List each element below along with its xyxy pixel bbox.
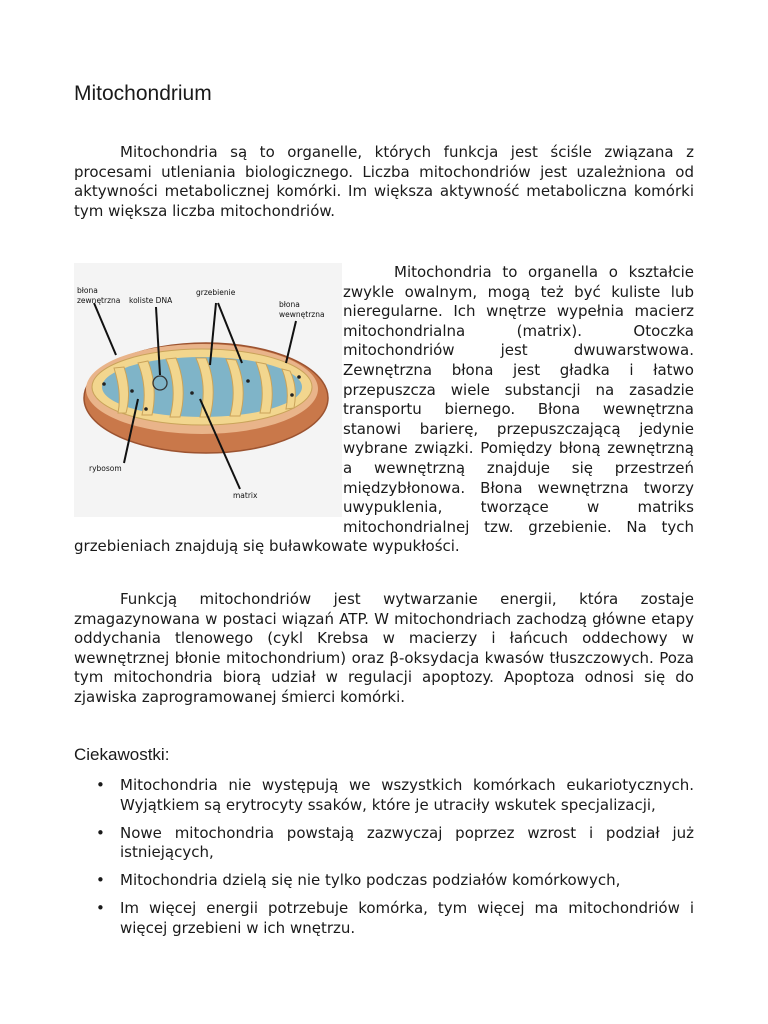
list-item — [74, 776, 694, 815]
fact-text: Mitochondria dzielą się nie tylko podczas podziałów komórkowych, — [120, 871, 621, 890]
label-inner-membrane-2: wewnętrzna — [279, 310, 325, 319]
fact-text: Im więcej energii potrzebuje komórka, tym więcej ma mitochondriów i więcej grzebieni w ich wnętrzu. — [120, 899, 694, 938]
mitochondrion-diagram — [74, 263, 342, 517]
label-outer-membrane-2: zewnętrzna — [77, 296, 121, 305]
facts-list — [74, 776, 694, 947]
bullet-icon: • — [96, 776, 105, 794]
intro-paragraph: Mitochondria są to organelle, których funkcja jest ściśle związana z procesami utleniania biologicznego. Liczba mitochondriów jest uzależniona od aktywności metabolicznej komórki. Im większa aktywność metaboliczna komórki tym większa liczba mitochondriów. — [74, 143, 694, 220]
structure-section — [74, 263, 694, 557]
bullet-icon: • — [96, 899, 105, 918]
bullet-icon: • — [96, 871, 105, 890]
page-title: Mitochondrium — [74, 82, 212, 105]
function-paragraph: Funkcją mitochondriów jest wytwarzanie energii, która zostaje zmagazynowana w postaci wiązań ATP. W mitochondriach zachodzą główne etapy oddychania tlenowego (cykl Krebsa w macierzy i łańcuch oddechowy w wewnętrznej błonie mitochondrium) oraz β-oksydacja kwasów tłuszczowych. Poza tym mitochondria biorą udział w regulacji apoptozy. Apoptoza odnosi się do zjawiska zaprogramowanej śmierci komórki. — [74, 590, 694, 706]
label-matrix: matrix — [233, 491, 258, 500]
facts-heading: Ciekawostki: — [74, 745, 170, 764]
list-item — [74, 871, 694, 891]
label-ribosome: rybosom — [89, 464, 122, 473]
fact-text: Nowe mitochondria powstają zazwyczaj poprzez wzrost i podział już istniejących, — [120, 823, 694, 862]
fact-text: Mitochondria nie występują we wszystkich komórkach eukariotycznych. Wyjątkiem są erytrocyty ssaków, które je utraciły wskutek specjalizacji, — [120, 776, 694, 814]
label-inner-membrane-1: błona — [279, 300, 300, 309]
mitochondrion-svg — [74, 263, 342, 517]
label-dna: koliste DNA — [129, 296, 173, 305]
bullet-icon: • — [96, 823, 105, 842]
list-item — [74, 899, 694, 938]
label-cristae: grzebienie — [196, 288, 236, 297]
list-item — [74, 824, 694, 863]
structure-paragraph: Mitochondria to organella o kształcie zwykle owalnym, mogą też być kuliste lub nieregularne. Ich wnętrze wypełnia macierz mitochondrialna (matrix). Otoczka mitochondriów jest dwuwarstwowa. Zewnętrzna błona jest gładka i łatwo przepuszcza wiele substancji na zasadzie transportu biernego. Błona wewnętrzna stanowi barierę, przepuszczającą jedynie wybrane związki. Pomiędzy błoną zewnętrzną a wewnętrzną znajduje się przestrzeń międzybłonowa. Błona wewnętrzna tworzy uwypuklenia, tworzące w matriks mitochondrialnej tzw. grzebienie. Na tych grzebieniach znajdują się buławkowate wypukłości. — [74, 263, 694, 556]
label-outer-membrane-1: błona — [77, 286, 98, 295]
